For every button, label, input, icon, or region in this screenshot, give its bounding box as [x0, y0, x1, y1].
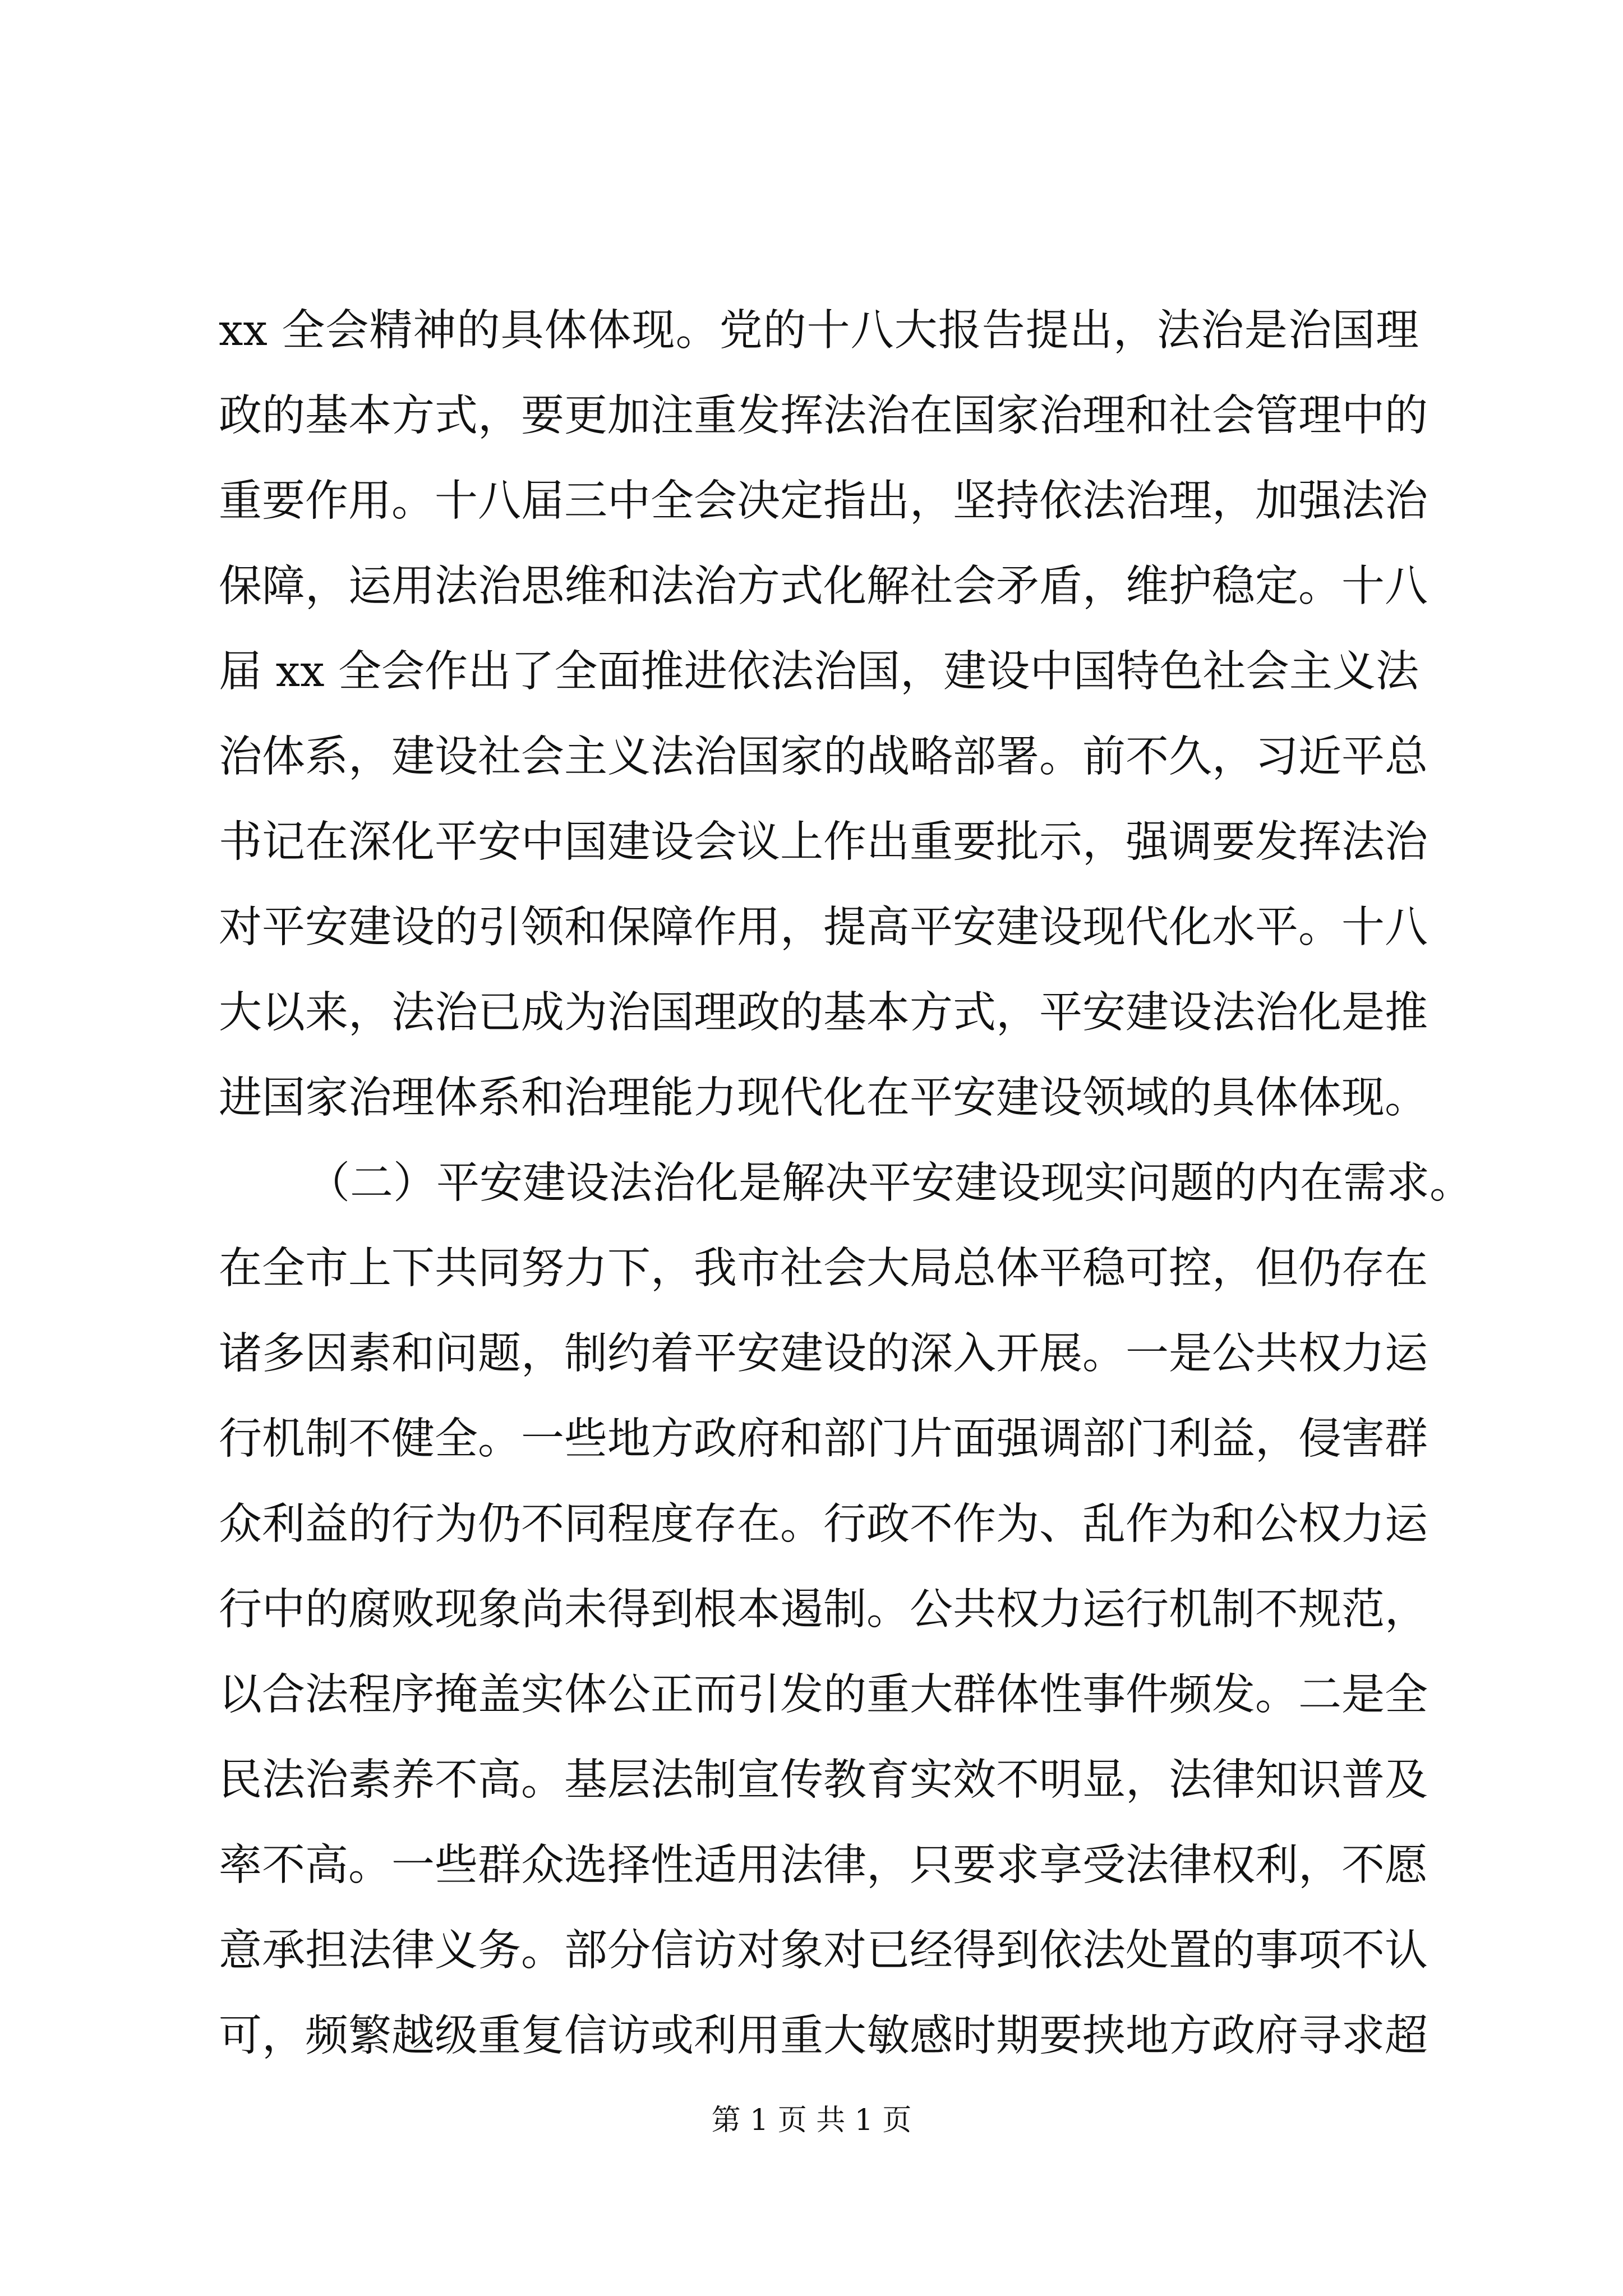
- body-text-line: 行机制不健全。一些地方政府和部门片面强调部门利益，侵害群: [219, 1414, 1428, 1464]
- body-text-line: 以合法程序掩盖实体公正而引发的重大群体性事件频发。二是全: [219, 1670, 1428, 1720]
- body-text-line: 治体系，建设社会主义法治国家的战略部署。前不久，习近平总: [219, 732, 1428, 782]
- body-text-line: 行中的腐败现象尚未得到根本遏制。公共权力运行机制不规范，: [219, 1585, 1428, 1635]
- body-text-line: 进国家治理体系和治理能力现代化在平安建设领域的具体体现。: [219, 1073, 1428, 1123]
- body-text-line: 意承担法律义务。部分信访对象对已经得到依法处置的事项不认: [219, 1926, 1428, 1976]
- body-text-line: 重要作用。十八届三中全会决定指出，坚持依法治理，加强法治: [219, 476, 1428, 526]
- body-text-line: 众利益的行为仍不同程度存在。行政不作为、乱作为和公权力运: [219, 1499, 1428, 1549]
- body-text-line: 大以来，法治已成为治国理政的基本方式，平安建设法治化是推: [219, 988, 1428, 1038]
- body-text-line: 率不高。一些群众选择性适用法律，只要求享受法律权利，不愿: [219, 1841, 1428, 1890]
- body-text-line: 诸多因素和问题，制约着平安建设的深入开展。一是公共权力运: [219, 1329, 1428, 1379]
- body-text-line: 民法治素养不高。基层法制宣传教育实效不明显，法律知识普及: [219, 1755, 1428, 1805]
- body-text-line: 在全市上下共同努力下，我市社会大局总体平稳可控，但仍存在: [219, 1244, 1428, 1294]
- body-text-line: 保障，运用法治思维和法治方式化解社会矛盾，维护稳定。十八: [219, 562, 1428, 611]
- body-text-line: 届 xx 全会作出了全面推进依法治国，建设中国特色社会主义法: [219, 647, 1419, 697]
- section-heading-line: （二）平安建设法治化是解决平安建设现实问题的内在需求。: [307, 1158, 1473, 1208]
- body-text-line: 书记在深化平安中国建设会议上作出重要批示，强调要发挥法治: [219, 817, 1428, 867]
- page-footer: 第 1 页 共 1 页: [711, 2104, 912, 2137]
- body-text-line: 政的基本方式，要更加注重发挥法治在国家治理和社会管理中的: [219, 391, 1428, 441]
- body-text-line: 对平安建设的引领和保障作用，提高平安建设现代化水平。十八: [219, 903, 1428, 953]
- body-text-line: 可，频繁越级重复信访或利用重大敏感时期要挟地方政府寻求超: [219, 2011, 1428, 2061]
- body-text-line: xx 全会精神的具体体现。党的十八大报告提出，法治是治国理: [219, 306, 1419, 356]
